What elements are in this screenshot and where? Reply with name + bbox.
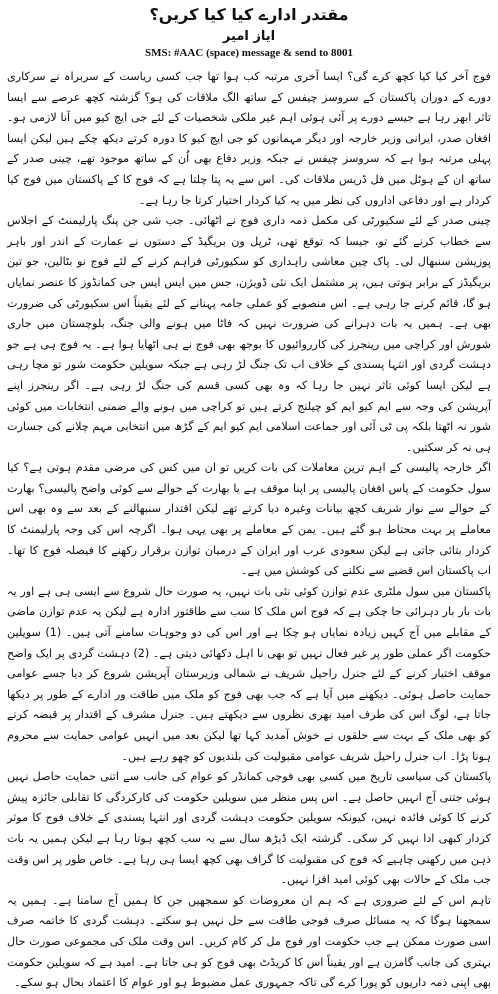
article-body	[7, 67, 491, 994]
article-title: مقتدر ادارے کیا کیا کریں؟	[149, 5, 349, 24]
paragraph: تاہم اس کے لئے ضروری ہے کہ ہم ان معروضات کو سمجھیں جن کا ہمیں آج سامنا ہے۔ ہمیں یہ سمجھنا ہوگا کہ یہ مسائل صرف فوجی طاقت سے حل نہیں ہو سکتے۔ دہشت گردی کا خاتمہ صرف اسی صورت ممکن ہے جب حکومت اور فوج مل کر کام کریں۔ اس وقت ملک کی مجموعی صورت حال بہتری کی جانب گامزن ہے اور یقیناً اس کا کریڈٹ بھی فوج کو ہی جاتا ہے۔ امید ہے کہ سویلین حکومت بھی اپنی ذمہ داریوں کو پورا کرے گی تاکہ جمہوری عمل مضبوط ہو اور عوام کا اعتماد بحال ہو سکے۔	[7, 893, 491, 990]
paragraph: اگر خارجہ پالیسی کے اہم ترین معاملات کی بات کریں تو ان میں کس کی مرضی مقدم ہوتی ہے؟ کیا سول حکومت کے پاس افغان پالیسی پر اپنا موقف ہے یا بھارت کے حوالے سے کوئی واضح پالیسی؟ بھارت کے حوالے سے نواز شریف کچھ بیانات وغیرہ دیا کرتے تھے لیکن اقتدار سنبھالنے کے بعد سے وہ بھی اس معاملے پر بہت محتاط ہو گئے ہیں۔ یمن کے معاملے پر بھی یہی ہوا۔ اگرچہ اس کی وجہ پارلیمنٹ کا کردار بتائی جاتی ہے لیکن سعودی عرب اور ایران کے درمیان توازن برقرار رکھنے کا فیصلہ فوج کا تھا۔ اب پاکستان اس قضیے سے نکلنے کی کوشش میں ہے۔	[7, 461, 491, 578]
paragraph: پاکستان کی سیاسی تاریخ میں کسی بھی فوجی کمانڈر کو عوام کی جانب سے اتنی حمایت حاصل نہیں ہوئی جتنی آج انہیں حاصل ہے۔ اس پس منظر میں سویلین حکومت کی کارکردگی کا تقابلی جائزہ پیش کرنے کا کوئی فائدہ نہیں، کیونکہ سویلین حکومت دہشت گردی اور انتہا پسندی کے خلاف فوج کا موثر کردار کبھی ادا نہیں کر سکی۔ گزشتہ ایک ڈیڑھ سال سے یہ سب کچھ ہوتا رہا ہے لیکن ہمیں یہ بات ذہن میں رکھنی چاہیے کہ فوج کی مقبولیت کا گراف بھی کچھ ایسا ہی رہا ہے۔ خاص طور پر اس وقت جب ملک کے حالات بھی کوئی امید افزا نہیں۔	[7, 770, 491, 887]
sms-subscription-line: SMS: #AAC (space) message & send to 8001	[144, 47, 354, 59]
paragraph: چینی صدر کے لئے سکیورٹی کی مکمل ذمہ داری فوج نے اٹھائی۔ جب شی جن پنگ پارلیمنٹ کے اجلاس سے خطاب کرنے گئے تو، جیسا کہ توقع تھی، ٹرپل ون بریگیڈ کے دستوں نے عمارت کے اندر اور باہر پوزیشن سنبھال لی۔ پاک چین معاشی راہداری کو سکیورٹی فراہم کرنے کے لئے فوج نو بٹالین، جو تین بریگیڈز کے برابر ہوتی ہیں، پر مشتمل ایک نئی ڈویژن، جس میں ایس ایس جی کمانڈوز کا عنصر نمایاں ہو گا، قائم کرنے جا رہی ہے۔ اس منصوبے کو عملی جامہ پہنانے کے لئے یقیناً اس سکیورٹی کی ضرورت بھی ہے۔ ہمیں یہ بات دہرانے کی ضرورت نہیں کہ فاٹا میں ہونے والی جنگ، بلوچستان میں جاری شورش اور کراچی میں رینجرز کی کارروائیوں کا بوجھ بھی فوج نے ہی اٹھایا ہوا ہے۔ یہ فوج ہی ہے جو دہشت گردی اور انتہا پسندی کے خلاف اب تک جنگ لڑ رہی ہے جبکہ سویلین حکومت شور تو مچا رہی ہے لیکن ایسا کوئی تاثر نہیں جا رہا کہ وہ بھی کسی قسم کی جنگ لڑ رہی ہے۔ اگر رینجرز اپنے آپریشن کی وجہ سے ایم کیو ایم کو چیلنج کرتے ہیں تو کراچی میں ہونے والے ضمنی انتخابات میں کوئی شور نہ اٹھتا بلکہ پی ٹی آئی اور جماعت اسلامی ایم کیو ایم کے گڑھ میں انتخابی مہم چلانے کی جسارت ہی نہ کر سکتیں۔	[7, 214, 491, 454]
author-name: ایاز امیر	[222, 29, 276, 44]
paragraph: پاکستان میں سول ملٹری عدم توازن کوئی نئی بات نہیں، یہ صورت حال شروع سے ایسی ہی ہے اور یہ بات بار بار دہرائی جا چکی ہے کہ فوج اس ملک کا سب سے طاقتور ادارہ ہے لیکن یہ عدم توازن ماضی کے مقابلے میں آج کہیں زیادہ نمایاں ہو چکا ہے اور اس کی دو وجوہات سامنے آتی ہیں۔ (1) سویلین حکومت اگر عملی طور پر غیر فعال نہیں تو بھی نا اہل دکھائی دیتی ہے۔ (2) دہشت گردی پر ایک واضح موقف اختیار کرنے کے لئے جنرل راحیل شریف نے شمالی وزیرستان آپریشن شروع کر دیا جسے عوامی حمایت حاصل ہوئی۔ دیکھنے میں آیا ہے کہ جب بھی فوج کو ملک میں طاقت ور ادارے کے طور پر دیکھا جاتا ہے، لوگ اس کی طرف امید بھری نظروں سے دیکھتے ہیں۔ جنرل مشرف کے اقتدار پر قبضہ کرنے کو بھی ملک کے بہت سے حلقوں نے خوش آمدید کہا تھا لیکن بعد میں انہیں عوامی حمایت سے محروم ہونا پڑا۔ اب جنرل راحیل شریف عوامی مقبولیت کی بلندیوں کو چھو رہے ہیں۔	[7, 584, 492, 763]
paragraph: فوج آخر کیا کیا کچھ کرے گی؟ ایسا آخری مرتبہ کب ہوا تھا جب کسی ریاست کے سربراہ نے سرکاری دورے کے دوران پاکستان کے سروسز چیفس کے ساتھ الگ ملاقات کی ہو؟ گزشتہ کچھ عرصے سے ایسا تاثر ابھر رہا ہے جیسے دورے پر آئی ہوئی اہم غیر ملکی شخصیات کے لئے جی ایچ کیو میں آنا لازمی ہو۔ افغان صدر، ایرانی وزیر خارجہ اور دیگر مہمانوں کو جی ایچ کیو کا دورہ کرتے دیکھ چکے ہیں لیکن ایسا پہلی مرتبہ ہوا ہے کہ سروسز چیفس نے جبکہ وزیر دفاع بھی اُن کے ساتھ موجود تھے، چینی صدر کے ساتھ ان کے ہوٹل میں فل ڈریس ملاقات کی۔ اس سے یہ پتا چلتا ہے کہ فوج کا کے پاکستان میں فوج کیا کردار ہے اور دفاعی اداروں کی نظر میں یہ کیا کردار اختیار کرتا جا رہا ہے۔	[7, 70, 491, 207]
